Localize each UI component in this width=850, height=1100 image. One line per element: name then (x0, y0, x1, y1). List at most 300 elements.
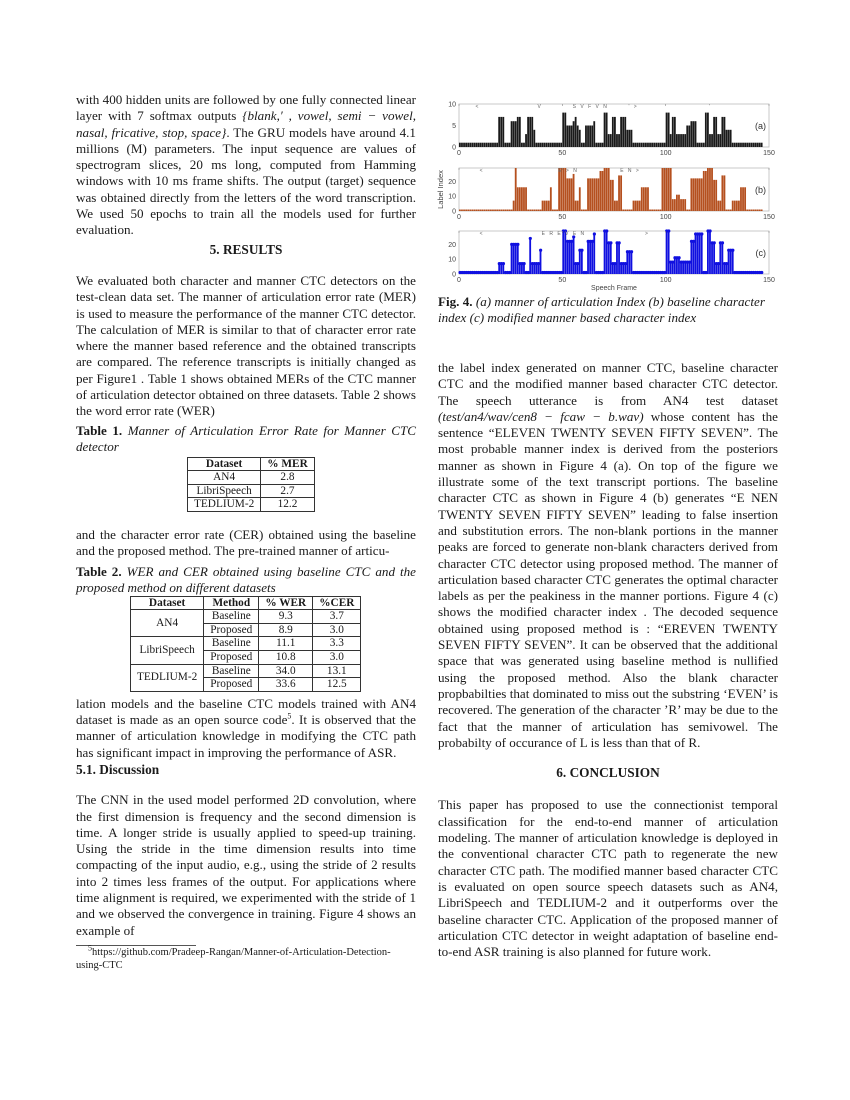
bar (734, 143, 736, 147)
bar (560, 143, 562, 147)
bar (713, 243, 715, 274)
bar (502, 117, 504, 147)
bar (608, 134, 610, 147)
bar (626, 210, 628, 211)
bar (637, 143, 639, 147)
bar (482, 143, 484, 147)
bar (724, 175, 726, 211)
bar (717, 134, 719, 147)
bar (744, 143, 746, 147)
bar (544, 143, 546, 147)
table-cell: 9.3 (259, 610, 313, 624)
stem-marker (667, 229, 670, 232)
bar (624, 210, 626, 211)
bar (476, 210, 478, 211)
table-row (131, 637, 361, 651)
bar (478, 143, 480, 147)
bar (711, 243, 713, 274)
stem-marker (700, 232, 703, 235)
bar (750, 210, 752, 211)
bar (490, 143, 492, 147)
bar (622, 210, 624, 211)
bar (755, 143, 757, 147)
bar (482, 210, 484, 211)
table-cell: LibriSpeech (188, 484, 261, 498)
table1-label: Table 1 (76, 422, 119, 438)
transcript-annotation: E N > (620, 168, 641, 174)
bar (655, 210, 657, 211)
bar (740, 187, 742, 211)
bar (515, 244, 517, 274)
x-tick-label: 100 (659, 214, 672, 221)
transcript-annotation: S V F V N (572, 104, 609, 110)
bar (581, 250, 583, 274)
bar (604, 113, 606, 147)
bar (523, 143, 525, 147)
stem-marker (605, 229, 608, 232)
x-tick-label: 50 (558, 214, 567, 221)
bar (709, 168, 711, 211)
bar (721, 243, 723, 274)
bar (631, 210, 633, 211)
table2-caption: Table 2. WER and CER obtained using baseline CTC and the proposed method on different datasets (76, 563, 416, 595)
x-tick-label: 100 (659, 150, 672, 157)
bar (552, 143, 554, 147)
bar (606, 168, 608, 211)
bar (680, 262, 682, 274)
bar (738, 201, 740, 211)
bar (504, 210, 506, 211)
x-tick-label: 50 (558, 150, 567, 157)
bar (517, 244, 519, 274)
bar (755, 210, 757, 211)
figure-label: Fig. 4 (438, 294, 470, 309)
bar (507, 210, 509, 211)
bar (595, 178, 597, 211)
table-row (131, 610, 361, 624)
table-row (188, 498, 315, 512)
bar (732, 143, 734, 147)
table-cell: Baseline (204, 637, 259, 651)
bar (589, 178, 591, 211)
bar (600, 171, 602, 211)
bar (558, 143, 560, 147)
bar (618, 134, 620, 147)
bar (509, 143, 511, 147)
stem-marker (529, 237, 532, 240)
bar (542, 143, 544, 147)
bar (529, 210, 531, 211)
bar (682, 199, 684, 211)
bar (608, 243, 610, 274)
panel-label: (b) (755, 184, 766, 195)
table2-caption-text: WER and CER obtained using baseline CTC and the proposed method on different datasets (76, 563, 416, 595)
table-cell: 8.9 (259, 623, 313, 637)
bar (678, 134, 680, 147)
bar (494, 143, 496, 147)
bar (746, 143, 748, 147)
bar (498, 210, 500, 211)
footnote-reference[interactable]: 5 (287, 711, 292, 721)
bar (649, 143, 651, 147)
bar (701, 143, 703, 147)
bar (492, 143, 494, 147)
bar (750, 143, 752, 147)
bar (602, 171, 604, 211)
bar (657, 143, 659, 147)
bar (480, 210, 482, 211)
bar (616, 134, 618, 147)
bar (668, 168, 670, 211)
bar (465, 210, 467, 211)
bar (589, 241, 591, 274)
bar (535, 143, 537, 147)
table2-header: Dataset (131, 596, 204, 610)
softmax-outputs-math: {blank,′ , vowel, semi − vowel, nasal, fricative, stop, space} (76, 108, 416, 140)
x-tick-label: 50 (558, 277, 567, 284)
bar (664, 143, 666, 147)
table2-label: Table 2 (76, 563, 119, 579)
audio-path-math: (test/an4/wav/cen8 − fcaw − b.wav) (438, 408, 644, 424)
bar (620, 175, 622, 211)
bar (558, 168, 560, 211)
bar (641, 187, 643, 211)
bar (674, 117, 676, 147)
bar (494, 210, 496, 211)
bar (540, 210, 542, 211)
figure-discussion-text-continued: whose content has the sentence “ELEVEN TWENTY SEVEN FIFTY SEVEN”. The most probable manner index is derived from the posteriors manner as shown in Figure 4 (a). On top of the figure we illustrate some of the text transcript portions. The baseline character CTC as shown in Figure 4 (b) generates “E NEN TWENTY SEVEN FIFTY SEVEN” leading to false insertion and substitution errors. The non-blank portions in the manner peaks are forced to generate non-blank characters derived from character CTC detector using proposed method. The manner of articulation based character CTC generates the optimal character labels as per the peakiness in the manner portions. Figure 4 (c) shows the modified character index . The decoded sequence obtained using proposed method is : “EREVEN TWENTY SEVEN FIFTY SEVEN”. It can be observed that the additional space that was generated using baseline method is nullified using the proposed method. Also the blank character propbabilties that dominated to miss out the substring ‘EVEN’ is recovered. The generation of the character ’R’ may be due to the fact that the manner of articulation has semivowel. The probabilty of occurance of L is less than that of R. (438, 408, 778, 750)
x-axis-label: Speech Frame (591, 285, 637, 292)
bar (695, 178, 697, 211)
bar (562, 168, 564, 211)
stem-marker (539, 249, 542, 252)
x-tick-label: 150 (763, 277, 775, 284)
bar (699, 178, 701, 211)
bar (538, 143, 540, 147)
model-description-paragraph (76, 92, 416, 239)
discussion-paragraph: The CNN in the used model performed 2D convolution, where the first dimension is frequency and the second dimension is time. A longer stride is usually applied to speed-up training. Using the stride in the time dimension results into time compacting of the input audio, e.g., using the stride of 2 results into 2 times less frames of the output. For applications where time alignment is required, we experimented with the stride of 1 and we observed the convergence in training. Figure 4 shows an example of (76, 792, 416, 938)
bar (711, 134, 713, 147)
bar (571, 241, 573, 274)
table1-mer (187, 457, 315, 512)
bar (564, 168, 566, 211)
stem-marker (523, 262, 526, 265)
bar (515, 168, 517, 211)
bar (566, 241, 568, 274)
bar (622, 117, 624, 147)
bar (684, 134, 686, 147)
bar (626, 130, 628, 147)
bar (523, 187, 525, 211)
table-cell: 34.0 (259, 664, 313, 678)
bar (647, 143, 649, 147)
bar (492, 210, 494, 211)
table1-caption: Table 1. Manner of Articulation Error Rate for Manner CTC detector (76, 422, 416, 454)
bar (713, 180, 715, 211)
bar (525, 187, 527, 211)
bar (597, 178, 599, 211)
footnote-mark: 5 (88, 943, 92, 953)
bar (517, 117, 519, 147)
bar (556, 210, 558, 211)
y-tick-label: 0 (452, 208, 456, 216)
figure-caption-text: (a) manner of articulation Index (b) baseline character index (c) modified manner based character index (438, 294, 765, 325)
bar (608, 168, 610, 211)
bar (560, 168, 562, 211)
bar (597, 143, 599, 147)
x-tick-label: 0 (457, 150, 461, 157)
bar (693, 178, 695, 211)
bar (496, 210, 498, 211)
bar (719, 201, 721, 211)
stem-marker (713, 241, 716, 244)
bar (736, 143, 738, 147)
footnote-link[interactable]: https://github.com/Pradeep-Rangan/Manner-of-Articulation-Detection-using-CTC (76, 946, 391, 971)
bar (542, 201, 544, 211)
bar (593, 234, 595, 274)
bar (728, 250, 730, 274)
bar (591, 241, 593, 274)
bar (511, 121, 513, 147)
bar (674, 258, 676, 274)
bar (513, 244, 515, 274)
bar (668, 113, 670, 147)
bar (730, 250, 732, 274)
bar (728, 130, 730, 147)
bar (697, 178, 699, 211)
table-cell: 3.0 (313, 623, 361, 637)
figure-discussion-paragraph (438, 360, 778, 751)
table-row (188, 484, 315, 498)
bar (488, 143, 490, 147)
table1-header: % MER (261, 457, 314, 471)
bar (490, 210, 492, 211)
bar (744, 187, 746, 211)
bar (513, 201, 515, 211)
bar (757, 143, 759, 147)
bar (591, 178, 593, 211)
bar (500, 210, 502, 211)
bar (484, 143, 486, 147)
bar (618, 175, 620, 211)
bar (637, 201, 639, 211)
bar (467, 143, 469, 147)
bar (465, 143, 467, 147)
bar (672, 262, 674, 274)
bar (461, 210, 463, 211)
bar (473, 143, 475, 147)
bar (593, 121, 595, 147)
bar (707, 231, 709, 274)
y-tick-label: 20 (448, 178, 456, 186)
bar (635, 201, 637, 211)
bar (550, 187, 552, 211)
bar (610, 180, 612, 211)
open-source-text-continued: . It is observed that the manner of articulation knowledge in modifying the CTC path has significant impact in improving the performance of ASR. (76, 712, 416, 760)
y-tick-label: 10 (448, 256, 456, 264)
bar (709, 231, 711, 274)
chart-panel-0 (448, 102, 775, 158)
bar (463, 143, 465, 147)
bar (459, 143, 461, 147)
conclusion-heading: 6. CONCLUSION (556, 765, 660, 781)
stem-marker (618, 241, 621, 244)
bar (478, 210, 480, 211)
bar (761, 143, 763, 147)
bar (628, 210, 630, 211)
bar (721, 117, 723, 147)
bar (527, 117, 529, 147)
bar (521, 143, 523, 147)
bar (752, 143, 754, 147)
bar (486, 143, 488, 147)
bar (686, 262, 688, 274)
figure-4 (436, 96, 781, 292)
bar (569, 178, 571, 211)
bar (604, 231, 606, 274)
bar (697, 143, 699, 147)
transcript-annotation: < (479, 168, 485, 174)
bar (575, 117, 577, 147)
bar (742, 143, 744, 147)
bar (484, 210, 486, 211)
bar (736, 201, 738, 211)
bar (577, 201, 579, 211)
bar (602, 143, 604, 147)
bar (533, 210, 535, 211)
bar (573, 121, 575, 147)
bar (614, 117, 616, 147)
bar (571, 178, 573, 211)
bar (585, 126, 587, 148)
bar (693, 121, 695, 147)
bar (699, 143, 701, 147)
x-tick-label: 0 (457, 214, 461, 221)
bar (657, 210, 659, 211)
bar (664, 168, 666, 211)
transcript-annotation: V (537, 104, 543, 110)
bar (635, 143, 637, 147)
bar (591, 126, 593, 148)
bar (583, 143, 585, 147)
bar (759, 210, 761, 211)
bar (639, 201, 641, 211)
bar (678, 258, 680, 274)
bar (525, 134, 527, 147)
bar (575, 201, 577, 211)
stem-marker (709, 229, 712, 232)
table-cell: 13.1 (313, 664, 361, 678)
table-cell: Baseline (204, 664, 259, 678)
bar (626, 252, 628, 274)
bar (589, 126, 591, 148)
dataset-cell: AN4 (131, 610, 204, 637)
bar (740, 143, 742, 147)
stem-marker (502, 262, 505, 265)
bar (618, 243, 620, 274)
bar (519, 117, 521, 147)
bar (519, 187, 521, 211)
bar (579, 130, 581, 147)
bar (556, 143, 558, 147)
bar (620, 117, 622, 147)
table1-caption-text: Manner of Articulation Error Rate for Manner CTC detector (76, 422, 416, 454)
bar (693, 241, 695, 274)
chart-panel-1 (436, 168, 775, 221)
bar (554, 210, 556, 211)
x-tick-label: 150 (763, 150, 775, 157)
bar (552, 210, 554, 211)
bar (587, 126, 589, 148)
bar (471, 143, 473, 147)
bar (738, 143, 740, 147)
bar (529, 117, 531, 147)
bar (585, 210, 587, 211)
bar (742, 187, 744, 211)
bar (467, 210, 469, 211)
bar (688, 210, 690, 211)
bar (583, 210, 585, 211)
bar (732, 201, 734, 211)
transcript-annotation: E > N (558, 168, 579, 174)
figure-discussion-text: the label index generated on manner CTC, baseline character CTC and the modified manner based character CTC detector. The speech utterance is from AN4 test dataset (438, 360, 778, 408)
bar (701, 234, 703, 274)
bar (680, 199, 682, 211)
bar (726, 210, 728, 211)
y-tick-label: 0 (452, 271, 456, 279)
bar (715, 117, 717, 147)
bar (581, 143, 583, 147)
bar (573, 237, 575, 274)
bar (571, 126, 573, 148)
bar (633, 143, 635, 147)
table1-header: Dataset (188, 457, 261, 471)
figure-4-plots (436, 96, 781, 292)
bar (463, 210, 465, 211)
stem-marker (731, 249, 734, 252)
bar (653, 143, 655, 147)
table-row (188, 471, 315, 485)
bar (581, 210, 583, 211)
bar (562, 231, 564, 274)
bar (498, 117, 500, 147)
bar (645, 187, 647, 211)
bar (701, 178, 703, 211)
bar (690, 121, 692, 147)
bar (604, 168, 606, 211)
bar (546, 143, 548, 147)
bar (732, 250, 734, 274)
bar (711, 168, 713, 211)
bar (746, 210, 748, 211)
bar (721, 175, 723, 211)
bar (527, 210, 529, 211)
results-paragraph: We evaluated both character and manner CTC detectors on the test-clean data set. The manner of articulation error rate (MER) is used to measure the performance of the manner CTC detector. The calculation of MER is similar to that of character error rate where the manner based reference and the obtained transcripts are compared. The reference transcripts is initially changed as per Figure1 . Table 1 shows obtained MERs of the CTC manner of articulation detector obtained on three datasets. Table 2 shows the word error rate (WER) (76, 272, 416, 419)
bar (715, 180, 717, 211)
transcript-annotation: E R E V E N (541, 231, 586, 237)
bar (587, 241, 589, 274)
table2-header: % WER (259, 596, 313, 610)
bar (612, 180, 614, 211)
table-row (131, 664, 361, 678)
bar (659, 210, 661, 211)
bar (473, 210, 475, 211)
figure-4-caption: Fig. 4. (a) manner of articulation Index (b) baseline character index (c) modified manner based character index (438, 294, 765, 325)
conclusion-paragraph: This paper has proposed to use the connectionist temporal classification for the end-to-end manner of articulation modeling. The manner of articulation knowledge is deployed in the conventional character CTC path to regenerate the new character CTC path. The modified manner based character CTC is evaluated on open source speech datasets such as AN4, LibriSpeech and TEDLIUM-2 and it outperforms over the baseline character CTC. Application of the proposed manner of articulation CTC detector in weight adaptation of baseline end-to-end ASR training is also planned for future work. (438, 797, 778, 960)
bar (670, 262, 672, 274)
bar (651, 143, 653, 147)
bar (511, 244, 513, 274)
